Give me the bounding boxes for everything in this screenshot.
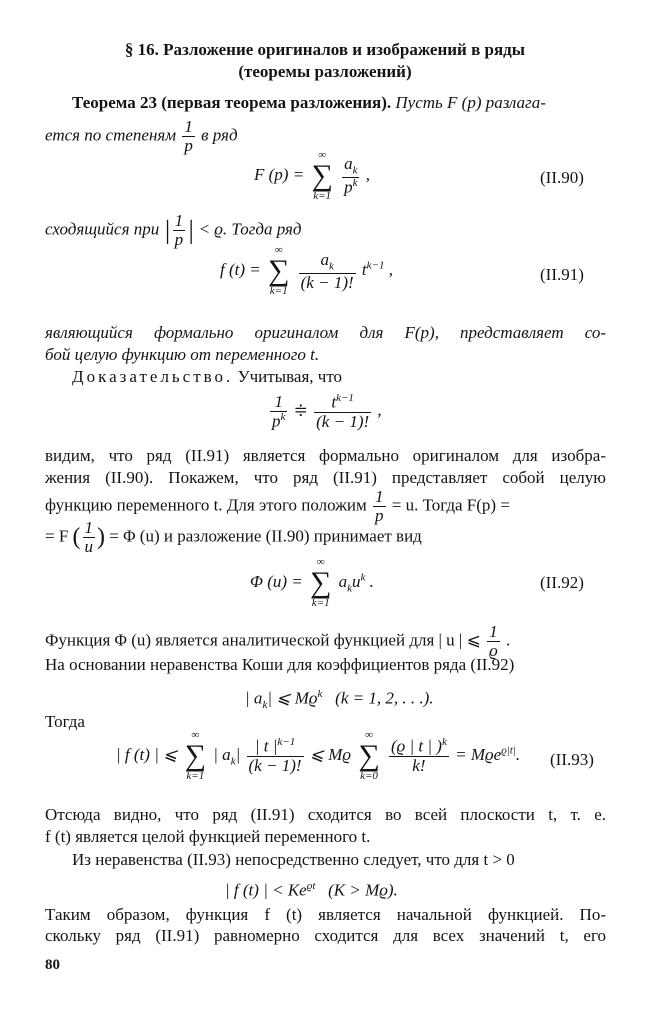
theorem-conclusion-1: являющийся формально оригиналом для F(p), представляет со- bbox=[45, 323, 606, 342]
fraction: $\frac{a_k}{p^k}$ bbox=[344, 154, 358, 197]
equation-ii92: Φ (u) = ∞ ∑ k=1 $a_ku^k$ . bbox=[250, 556, 374, 609]
sum-symbol: ∞ ∑ k=1 bbox=[268, 244, 290, 297]
equation-ii93: | f (t) | ⩽ ∞ ∑ k=1 | $a_k|$ $\frac{| t |^{k-1}}{(k - 1)!}$ ⩽ Mϱ ∞ ∑ k=0 $\frac{(ϱ | t | )^k}{k!}$ = Mϱe$^{ϱ|t|}$. bbox=[116, 729, 521, 782]
fraction: $\frac{1}{u}$ bbox=[84, 518, 94, 556]
page-number: 80 bbox=[45, 957, 60, 973]
fraction: $\frac{1}{p^k}$ bbox=[272, 392, 286, 431]
proof-head: Доказательство. Учитывая, что bbox=[72, 367, 343, 386]
fraction: $\frac{1}{p}$ bbox=[375, 487, 384, 525]
fraction: $\frac{1}{ϱ}$ bbox=[489, 622, 498, 660]
theorem-conclusion-2: бой целую функцию от переменного t. bbox=[45, 345, 320, 364]
cauchy-inequality: | $a_k|$ ⩽ $Mϱ^k$ (k = 1, 2, . . .). bbox=[245, 688, 434, 712]
fraction: $\frac{t^{k-1}}{(k - 1)!}$ bbox=[316, 392, 370, 431]
proof-then: Тогда bbox=[45, 712, 85, 731]
theorem-label: Теорема 23 (первая теорема разложения). bbox=[72, 93, 392, 112]
proof-line: видим, что ряд (II.91) является формально оригиналом для изобра- bbox=[45, 446, 606, 465]
theorem-line-2 bbox=[45, 118, 238, 155]
proof-line: скольку ряд (II.91) равномерно сходится для всех значений t, его bbox=[45, 926, 606, 945]
sum-symbol: ∞ ∑ k=1 bbox=[311, 149, 333, 202]
proof-line: функцию переменного t. Для этого положим $\frac{1}{p}$ = u. Тогда F(p) = bbox=[45, 487, 510, 525]
fraction: $\frac{(ϱ | t | )^k}{k!}$ bbox=[390, 736, 447, 775]
proof-line: Из неравенства (II.93) непосредственно следует, что для t > 0 bbox=[72, 850, 515, 869]
sum-symbol: ∞ ∑ k=0 bbox=[358, 729, 380, 782]
fraction: $\frac{a_k}{(k - 1)!}$ bbox=[300, 249, 354, 292]
proof-line: = F ( $\frac{1}{u}$ ) = Φ (u) и разложение (II.90) принимает вид bbox=[45, 518, 422, 556]
sum-symbol: ∞ ∑ k=1 bbox=[184, 729, 206, 782]
theorem-text: в ряд bbox=[201, 125, 238, 145]
proof-line: жения (II.90). Покажем, что ряд (II.91) представляет собой целую bbox=[45, 468, 606, 487]
section-subtitle: (теоремы разложений) bbox=[238, 62, 412, 81]
proof-line: Отсюда видно, что ряд (II.91) сходится во всей плоскости t, т. е. bbox=[45, 805, 606, 824]
correspondence-formula: $\frac{1}{p^k}$ ≑ $\frac{t^{k-1}}{(k - 1)!}$ , bbox=[272, 392, 382, 431]
equation-label: (II.90) bbox=[540, 168, 584, 187]
fraction: $\frac{| t |^{k-1}}{(k - 1)!}$ bbox=[248, 736, 302, 775]
proof-line: f (t) является целой функцией переменного t. bbox=[45, 827, 371, 846]
theorem-text: Пусть F (p) разлага- bbox=[395, 93, 546, 112]
proof-line: Функция Φ (u) является аналитической функцией для | u | ⩽ $\frac{1}{ϱ}$ . bbox=[45, 622, 511, 660]
fraction: $\frac{1}{p}$ bbox=[174, 211, 184, 249]
theorem-line-1 bbox=[72, 93, 546, 113]
proof-line: Таким образом, функция f (t) является начальной функцией. По- bbox=[45, 905, 606, 924]
equation-ii90: F (p) = ∞ ∑ k=1 $\frac{a_k}{p^k}$ , bbox=[254, 149, 370, 202]
equation-label: (II.92) bbox=[540, 573, 584, 592]
equation-label: (II.91) bbox=[540, 265, 584, 284]
fraction: $\frac{1}{p}$ bbox=[184, 117, 193, 155]
proof-line: На основании неравенства Коши для коэффициентов ряда (II.92) bbox=[45, 655, 515, 674]
theorem-condition: сходящийся при | $\frac{1}{p}$ | < ϱ. Тогда ряд bbox=[45, 211, 302, 249]
sum-symbol: ∞ ∑ k=1 bbox=[310, 556, 332, 609]
section-title: § 16. Разложение оригиналов и изображений в ряды bbox=[124, 40, 526, 59]
growth-bound: | f (t) | < $Ke^{ϱt}$ (K > Mϱ). bbox=[225, 880, 398, 900]
theorem-text: ется по степеням bbox=[45, 125, 177, 145]
equation-label: (II.93) bbox=[550, 750, 594, 769]
equation-ii91: f (t) = ∞ ∑ k=1 $\frac{a_k}{(k - 1)!}$ $t^{k-1}$ , bbox=[220, 244, 393, 297]
